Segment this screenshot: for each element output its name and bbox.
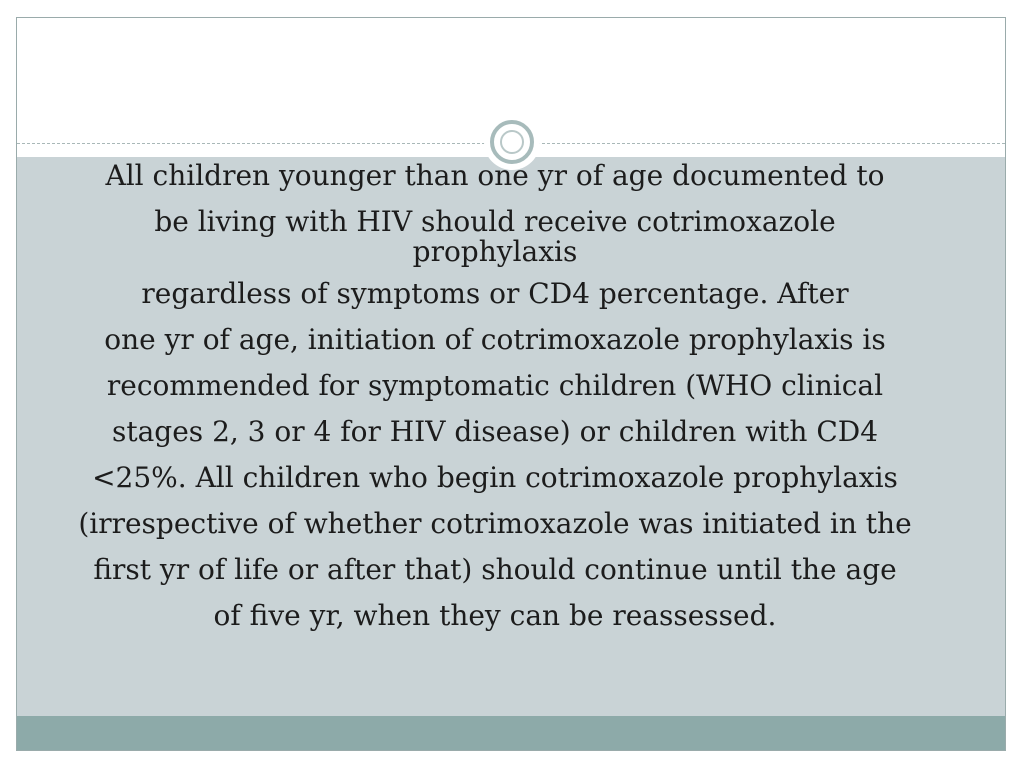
slide-footer-band xyxy=(17,716,1005,751)
body-line: (irrespective of whether cotrimoxazole was initiated in the xyxy=(78,507,912,540)
body-line: one yr of age, initiation of cotrimoxazole prophylaxis is xyxy=(104,323,886,356)
body-line: <25%. All children who begin cotrimoxazole prophylaxis xyxy=(92,461,898,494)
body-line: stages 2, 3 or 4 for HIV disease) or children with CD4 xyxy=(111,415,879,448)
ornament-inner-ring xyxy=(500,130,524,154)
body-line: be living with HIV should receive cotrimoxazole xyxy=(154,205,836,238)
body-line: of five yr, when they can be reassessed. xyxy=(213,599,777,632)
body-line: recommended for symptomatic children (WHO clinical xyxy=(106,369,884,402)
slide-body-text xyxy=(10,153,980,639)
body-line: prophylaxis xyxy=(412,235,578,268)
body-line: regardless of symptoms or CD4 percentage. After xyxy=(141,277,849,310)
body-line: All children younger than one yr of age documented to xyxy=(105,159,885,192)
body-line: first yr of life or after that) should continue until the age xyxy=(93,553,897,586)
